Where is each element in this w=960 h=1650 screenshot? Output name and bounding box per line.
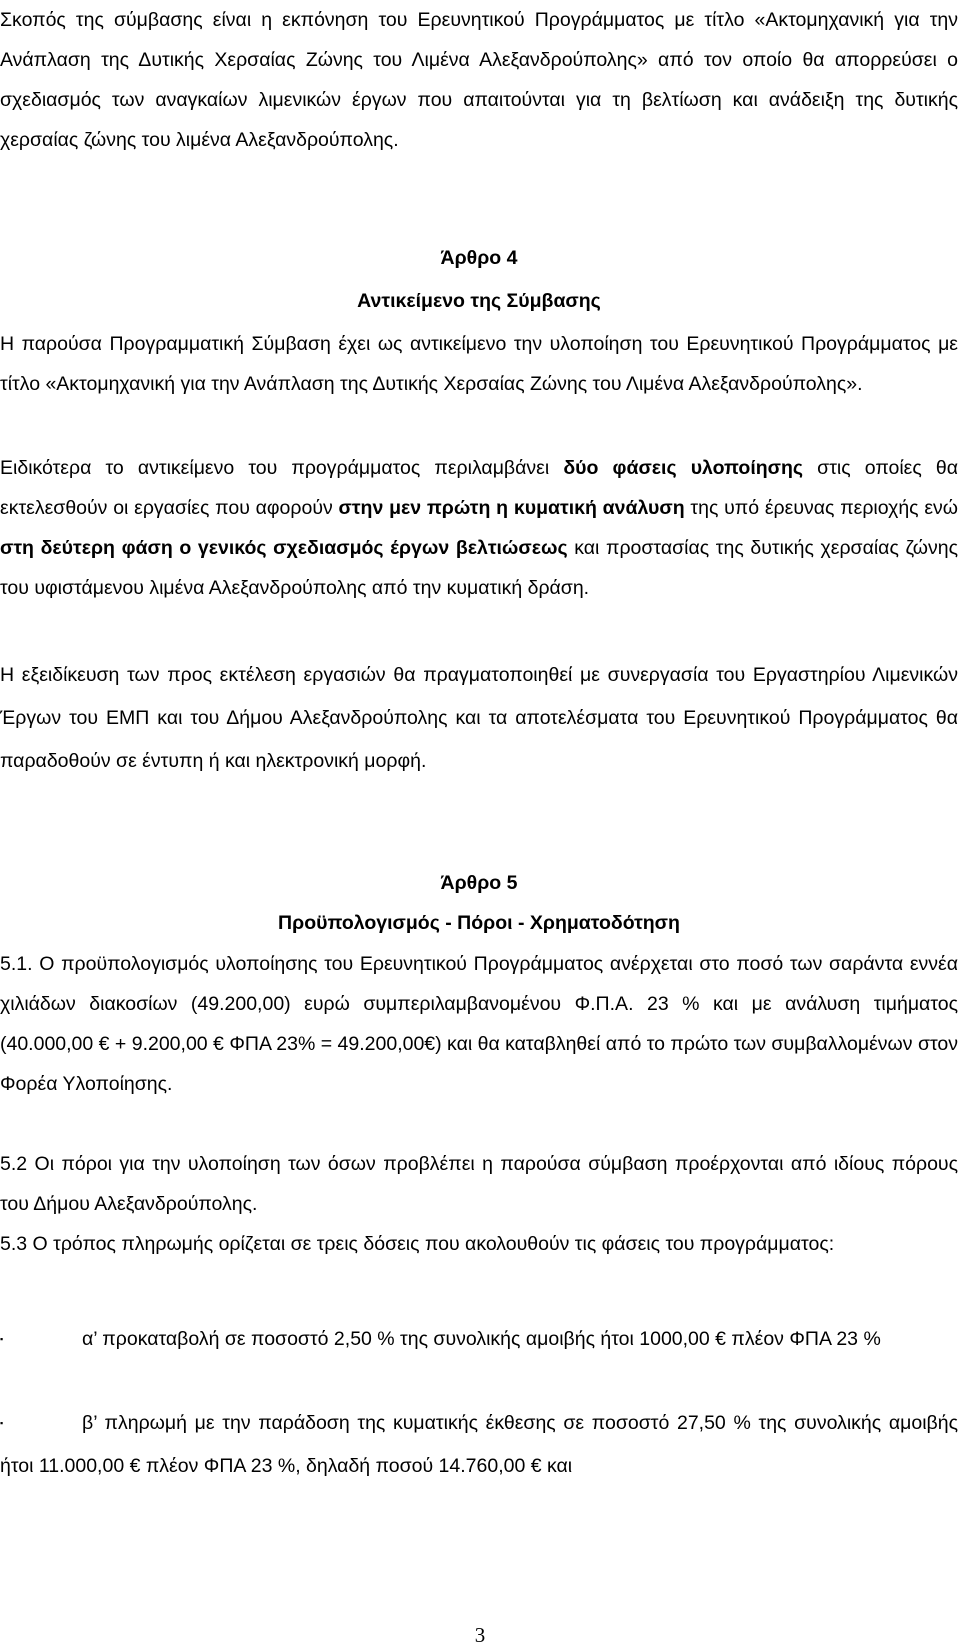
article-5-title: Προϋπολογισμός - Πόροι - Χρηματοδότηση	[278, 912, 680, 934]
bullet-marker: ▪	[0, 1418, 4, 1428]
text-run: και προστασίας της δυτικής χερσαίας ζώνης του υφιστάμενου λιμένα Αλεξανδρούπολης από την κυματική δράση.	[0, 537, 958, 599]
bullet-marker: ▪	[0, 1334, 4, 1344]
article-4-paragraph-1: Η παρούσα Προγραμματική Σύμβαση έχει ως αντικείμενο την υλοποίηση του Ερευνητικού Προγράμματος με τίτλο «Ακτομηχανική για την Ανάπλαση της Δυτικής Χερσαίας Ζώνης του Λιμένα Αλεξανδρούπολης».	[0, 333, 958, 395]
article-5-number: Άρθρο 5	[440, 872, 518, 894]
bold-phrase: δύο φάσεις υλοποίησης	[563, 457, 804, 479]
article-4-number: Άρθρο 4	[440, 247, 518, 269]
article-4-paragraph-3: Η εξειδίκευση των προς εκτέλεση εργασιών θα πραγματοποιηθεί με συνεργασία του Εργαστηρίου Λιμενικών Έργων του ΕΜΠ και του Δήμου Αλεξανδρούπολης και τα αποτελέσματα του Ερευνητικού Προγράμματος θα παραδοθούν σε έντυπη ή και ηλεκτρονική μορφή.	[0, 664, 958, 772]
article-4-paragraph-2	[0, 448, 958, 608]
bold-phrase: στη δεύτερη φάση ο γενικός σχεδιασμός έργων βελτιώσεως	[0, 537, 568, 559]
payment-bullet-1: α’ προκαταβολή σε ποσοστό 2,50 % της συνολικής αμοιβής ήτοι 1000,00 € πλέον ΦΠΑ 23 %	[82, 1328, 881, 1350]
text-run: της υπό έρευνας περιοχής ενώ	[684, 497, 959, 519]
page-number: 3	[474, 1623, 486, 1647]
article-4-title: Αντικείμενο της Σύμβασης	[357, 290, 601, 312]
text-run: στις οποίες θα εκτελεσθούν οι εργασίες που αφορούν	[0, 457, 958, 519]
article-5-1-paragraph: 5.1. Ο προϋπολογισμός υλοποίησης του Ερευνητικού Προγράμματος ανέρχεται στο ποσό των σαράντα εννέα χιλιάδων διακοσίων (49.200,00) ευρώ συμπεριλαμβανομένου Φ.Π.Α. 23 % και με ανάλυση τιμήματος (40.000,00 € + 9.200,00 € ΦΠΑ 23% = 49.200,00€) και θα καταβληθεί από το πρώτο των συμβαλλομένων στον Φορέα Υλοποίησης.	[0, 953, 959, 1095]
intro-paragraph: Σκοπός της σύμβασης είναι η εκπόνηση του Ερευνητικού Προγράμματος με τίτλο «Ακτομηχανική για την Ανάπλαση της Δυτικής Χερσαίας Ζώνης του Λιμένα Αλεξανδρούπολης» από τον οποίο θα απορρεύσει ο σχεδιασμός των αναγκαίων λιμενικών έργων που απαιτούνται για τη βελτίωση και ανάδειξη της δυτικής χερσαίας ζώνης του λιμένα Αλεξανδρούπολης.	[0, 9, 958, 151]
article-5-2-paragraph: 5.2 Οι πόροι για την υλοποίηση των όσων προβλέπει η παρούσα σύμβαση προέρχονται από ιδίους πόρους του Δήμου Αλεξανδρούπολης.	[0, 1153, 958, 1215]
bold-phrase: στην μεν πρώτη η κυματική ανάλυση	[338, 497, 685, 519]
text-run: Ειδικότερα το αντικείμενο του προγράμματος περιλαμβάνει	[0, 457, 564, 479]
payment-bullet-2: β’ πληρωμή με την παράδοση της κυματικής έκθεσης σε ποσοστό 27,50 % της συνολικής αμοιβής ήτοι 11.000,00 € πλέον ΦΠΑ 23 %, δηλαδή ποσού 14.760,00 € και	[0, 1412, 958, 1477]
article-5-3-paragraph: 5.3 Ο τρόπος πληρωμής ορίζεται σε τρεις δόσεις που ακολουθούν τις φάσεις του προγράμματος:	[0, 1233, 835, 1255]
